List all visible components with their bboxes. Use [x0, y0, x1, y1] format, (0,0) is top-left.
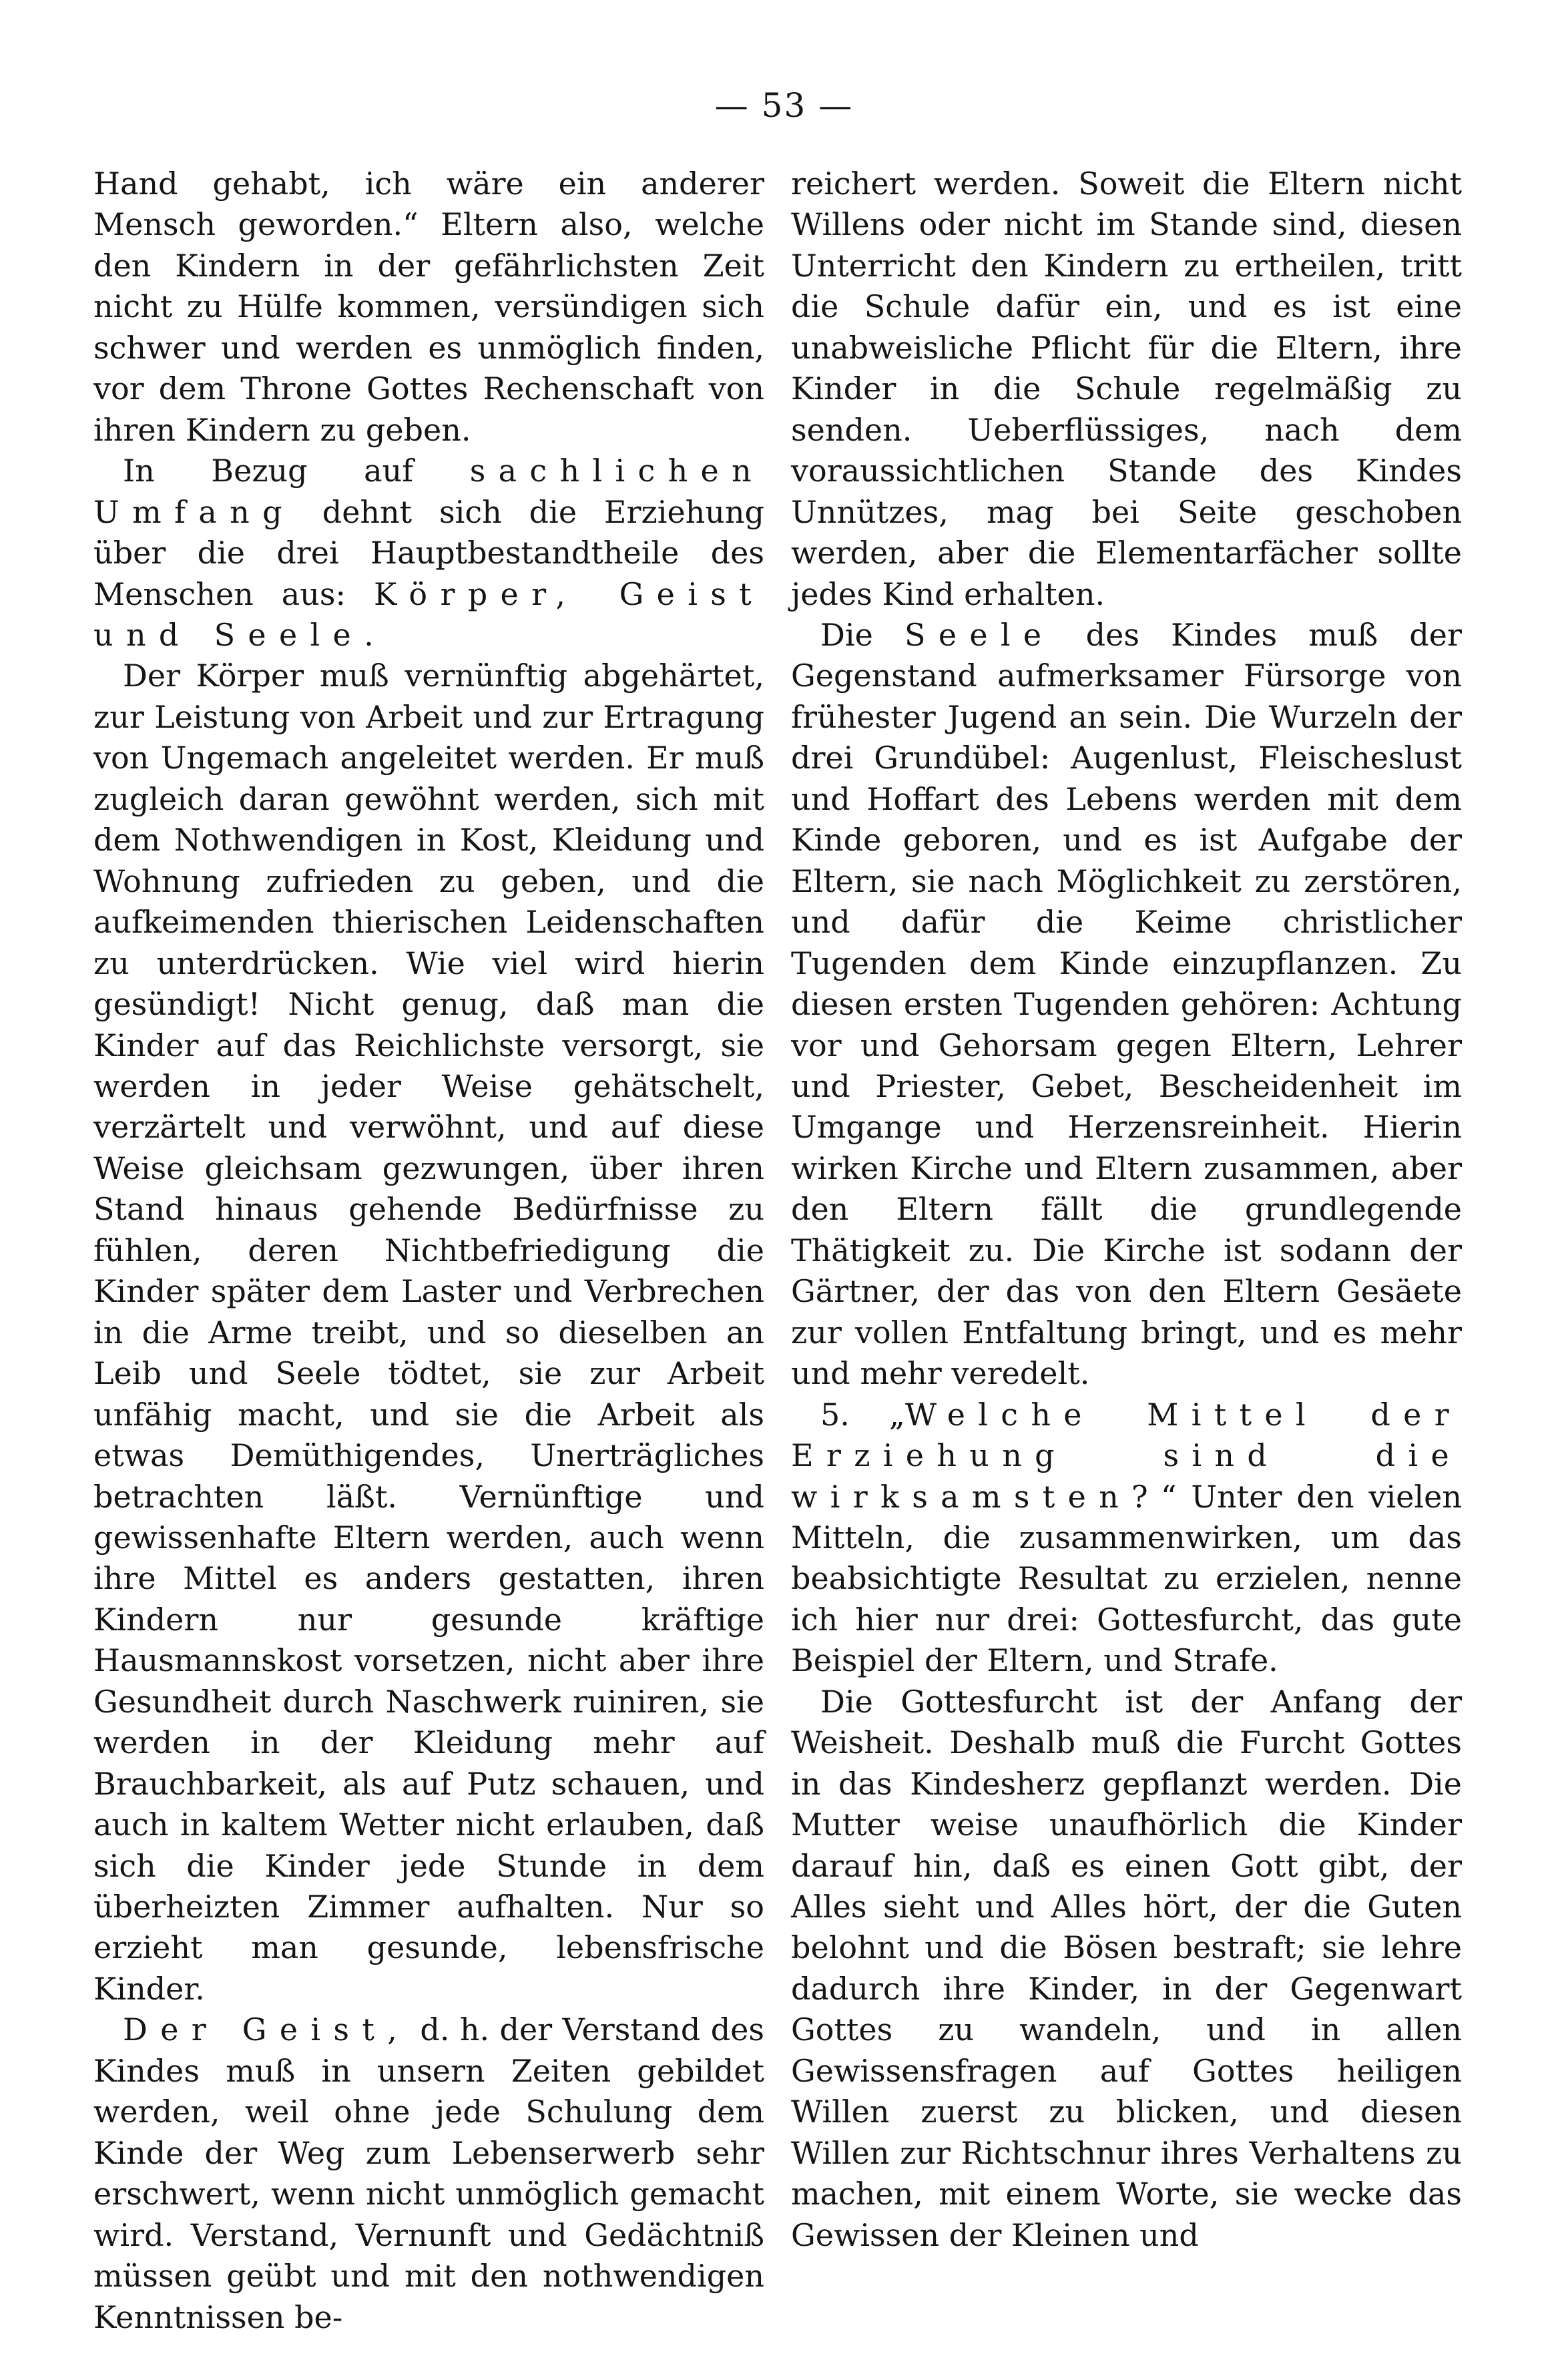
spaced-emphasis: sachlichen Umfang [93, 453, 764, 530]
left-column [93, 164, 764, 2338]
spaced-emphasis: Körper, Geist und Seele. [93, 575, 764, 653]
text-run: 5. „ [820, 1396, 905, 1433]
text-run: dehnt sich die Erziehung über die drei Hauptbestandtheile des Menschen aus: [93, 493, 764, 612]
paragraph: reichert werden. Soweit die Eltern nicht Willens oder nicht im Stande sind, diesen Unterricht den Kindern zu ertheilen, tritt die Schule dafür ein, und es ist eine unabweisliche Pflicht für die Eltern, ihre Kinder in die Schule regelmäßig zu senden. Ueberflüssiges, nach dem voraussichtlichen Stande des Kindes Unnützes, mag bei Seite geschoben werden, aber die Elementarfächer sollte jedes Kind erhalten. [791, 166, 1462, 612]
text-run: des Kindes muß der Gegenstand aufmerksamer Fürsorge von frühester Jugend an sein. Die Wurzeln der drei Grundübel: Augenlust, Fleischeslust und Hoffart des Lebens werden mit dem Kinde geboren, und es ist Aufgabe der Eltern, sie nach Möglichkeit zu zerstören, und dafür die Keime christlicher Tugenden dem Kinde einzupflanzen. Zu diesen ersten Tugenden gehören: Achtung vor und Gehorsam gegen Eltern, Lehrer und Priester, Gebet, Bescheidenheit im Umgange und Herzensreinheit. Hierin wirken Kirche und Eltern zusammen, aber den Eltern fällt die grundlegende Thätigkeit zu. Die Kirche ist sodann der Gärtner, der das von den Eltern Gesäete zur vollen Entfaltung bringt, und es mehr und mehr veredelt. [791, 616, 1463, 1392]
spaced-emphasis: Welche Mittel der Erziehung sind die wirksamsten? [791, 1396, 1463, 1515]
spaced-emphasis: Seele [904, 616, 1055, 653]
text-run: Die [820, 616, 904, 653]
paragraph: Hand gehabt, ich wäre ein anderer Mensch geworden.“ Eltern also, welche den Kindern in der gefährlichsten Zeit nicht zu Hülfe kommen, versündigen sich schwer und werden es unmöglich finden, vor dem Throne Gottes Rechenschaft von ihren Kindern zu geben. [93, 166, 764, 448]
text-run: “ Unter den vielen Mitteln, die zusammenwirken, um das beabsichtigte Resultat zu erzielen, nenne ich hier nur drei: Gottesfurcht, das gute Beispiel der Eltern, und Strafe. [791, 1478, 1462, 1679]
paragraph [93, 451, 764, 656]
paragraph: Der Körper muß vernünftig abgehärtet, zur Leistung von Arbeit und zur Ertragung von Ungemach angeleitet werden. Er muß zugleich daran gewöhnt werden, sich mit dem Nothwendigen in Kost, Kleidung und Wohnung zufrieden zu geben, und die aufkeimenden thierischen Leidenschaften zu unterdrücken. Wie viel wird hierin gesündigt! Nicht genug, daß man die Kinder auf das Reichlichste versorgt, sie werden in jeder Weise gehätschelt, verzärtelt und verwöhnt, und auf diese Weise gleichsam gezwungen, über ihren Stand hinaus gehende Bedürfnisse zu fühlen, deren Nichtbefriedigung die Kinder später dem Laster und Verbrechen in die Arme treibt, und so dieselben an Leib und Seele tödtet, sie zur Arbeit unfähig macht, und sie die Arbeit als etwas Demüthigendes, Unerträgliches betrachten läßt. Vernünftige und gewissenhafte Eltern werden, auch wenn ihre Mittel es anders gestatten, ihren Kindern nur gesunde kräftige Hausmannskost vorsetzen, nicht aber ihre Gesundheit durch Naschwerk ruiniren, sie werden in der Kleidung mehr auf Brauchbarkeit, als auf Putz schauen, und auch in kaltem Wetter nicht erlauben, daß sich die Kinder jede Stunde in dem überheizten Zimmer aufhalten. Nur so erzieht man gesunde, lebensfrische Kinder. [93, 658, 764, 2007]
text-run: In Bezug auf [123, 453, 470, 489]
paragraph: Die Gottesfurcht ist der Anfang der Weisheit. Deshalb muß die Furcht Gottes in das Kindesherz gepflanzt werden. Die Mutter weise unaufhörlich die Kinder darauf hin, daß es einen Gott gibt, der Alles sieht und Alles hört, der die Guten belohnt und die Bösen bestraft; sie lehre dadurch ihre Kinder, in der Gegenwart Gottes zu wandeln, und in allen Gewissensfragen auf Gottes heiligen Willen zuerst zu blicken, und diesen Willen zur Richtschnur ihres Verhaltens zu machen, mit einem Worte, sie wecke das Gewissen der Kleinen und [791, 1683, 1462, 2253]
text-run: d. h. der Verstand des Kindes muß in unsern Zeiten gebildet werden, weil ohne jede Schulung dem Kinde der Weg zum Lebenserwerb sehr erschwert, wenn nicht unmöglich gemacht wird. Verstand, Vernunft und Gedächtniß müssen geübt und mit den nothwendigen Kenntnissen be- [93, 2012, 764, 2335]
page-number: — 53 — [714, 86, 854, 125]
spaced-emphasis: Der Geist, [123, 2012, 411, 2048]
right-column [791, 164, 1462, 2256]
paragraph [791, 615, 1462, 1395]
paragraph [791, 1395, 1462, 1682]
paragraph [93, 2009, 764, 2338]
